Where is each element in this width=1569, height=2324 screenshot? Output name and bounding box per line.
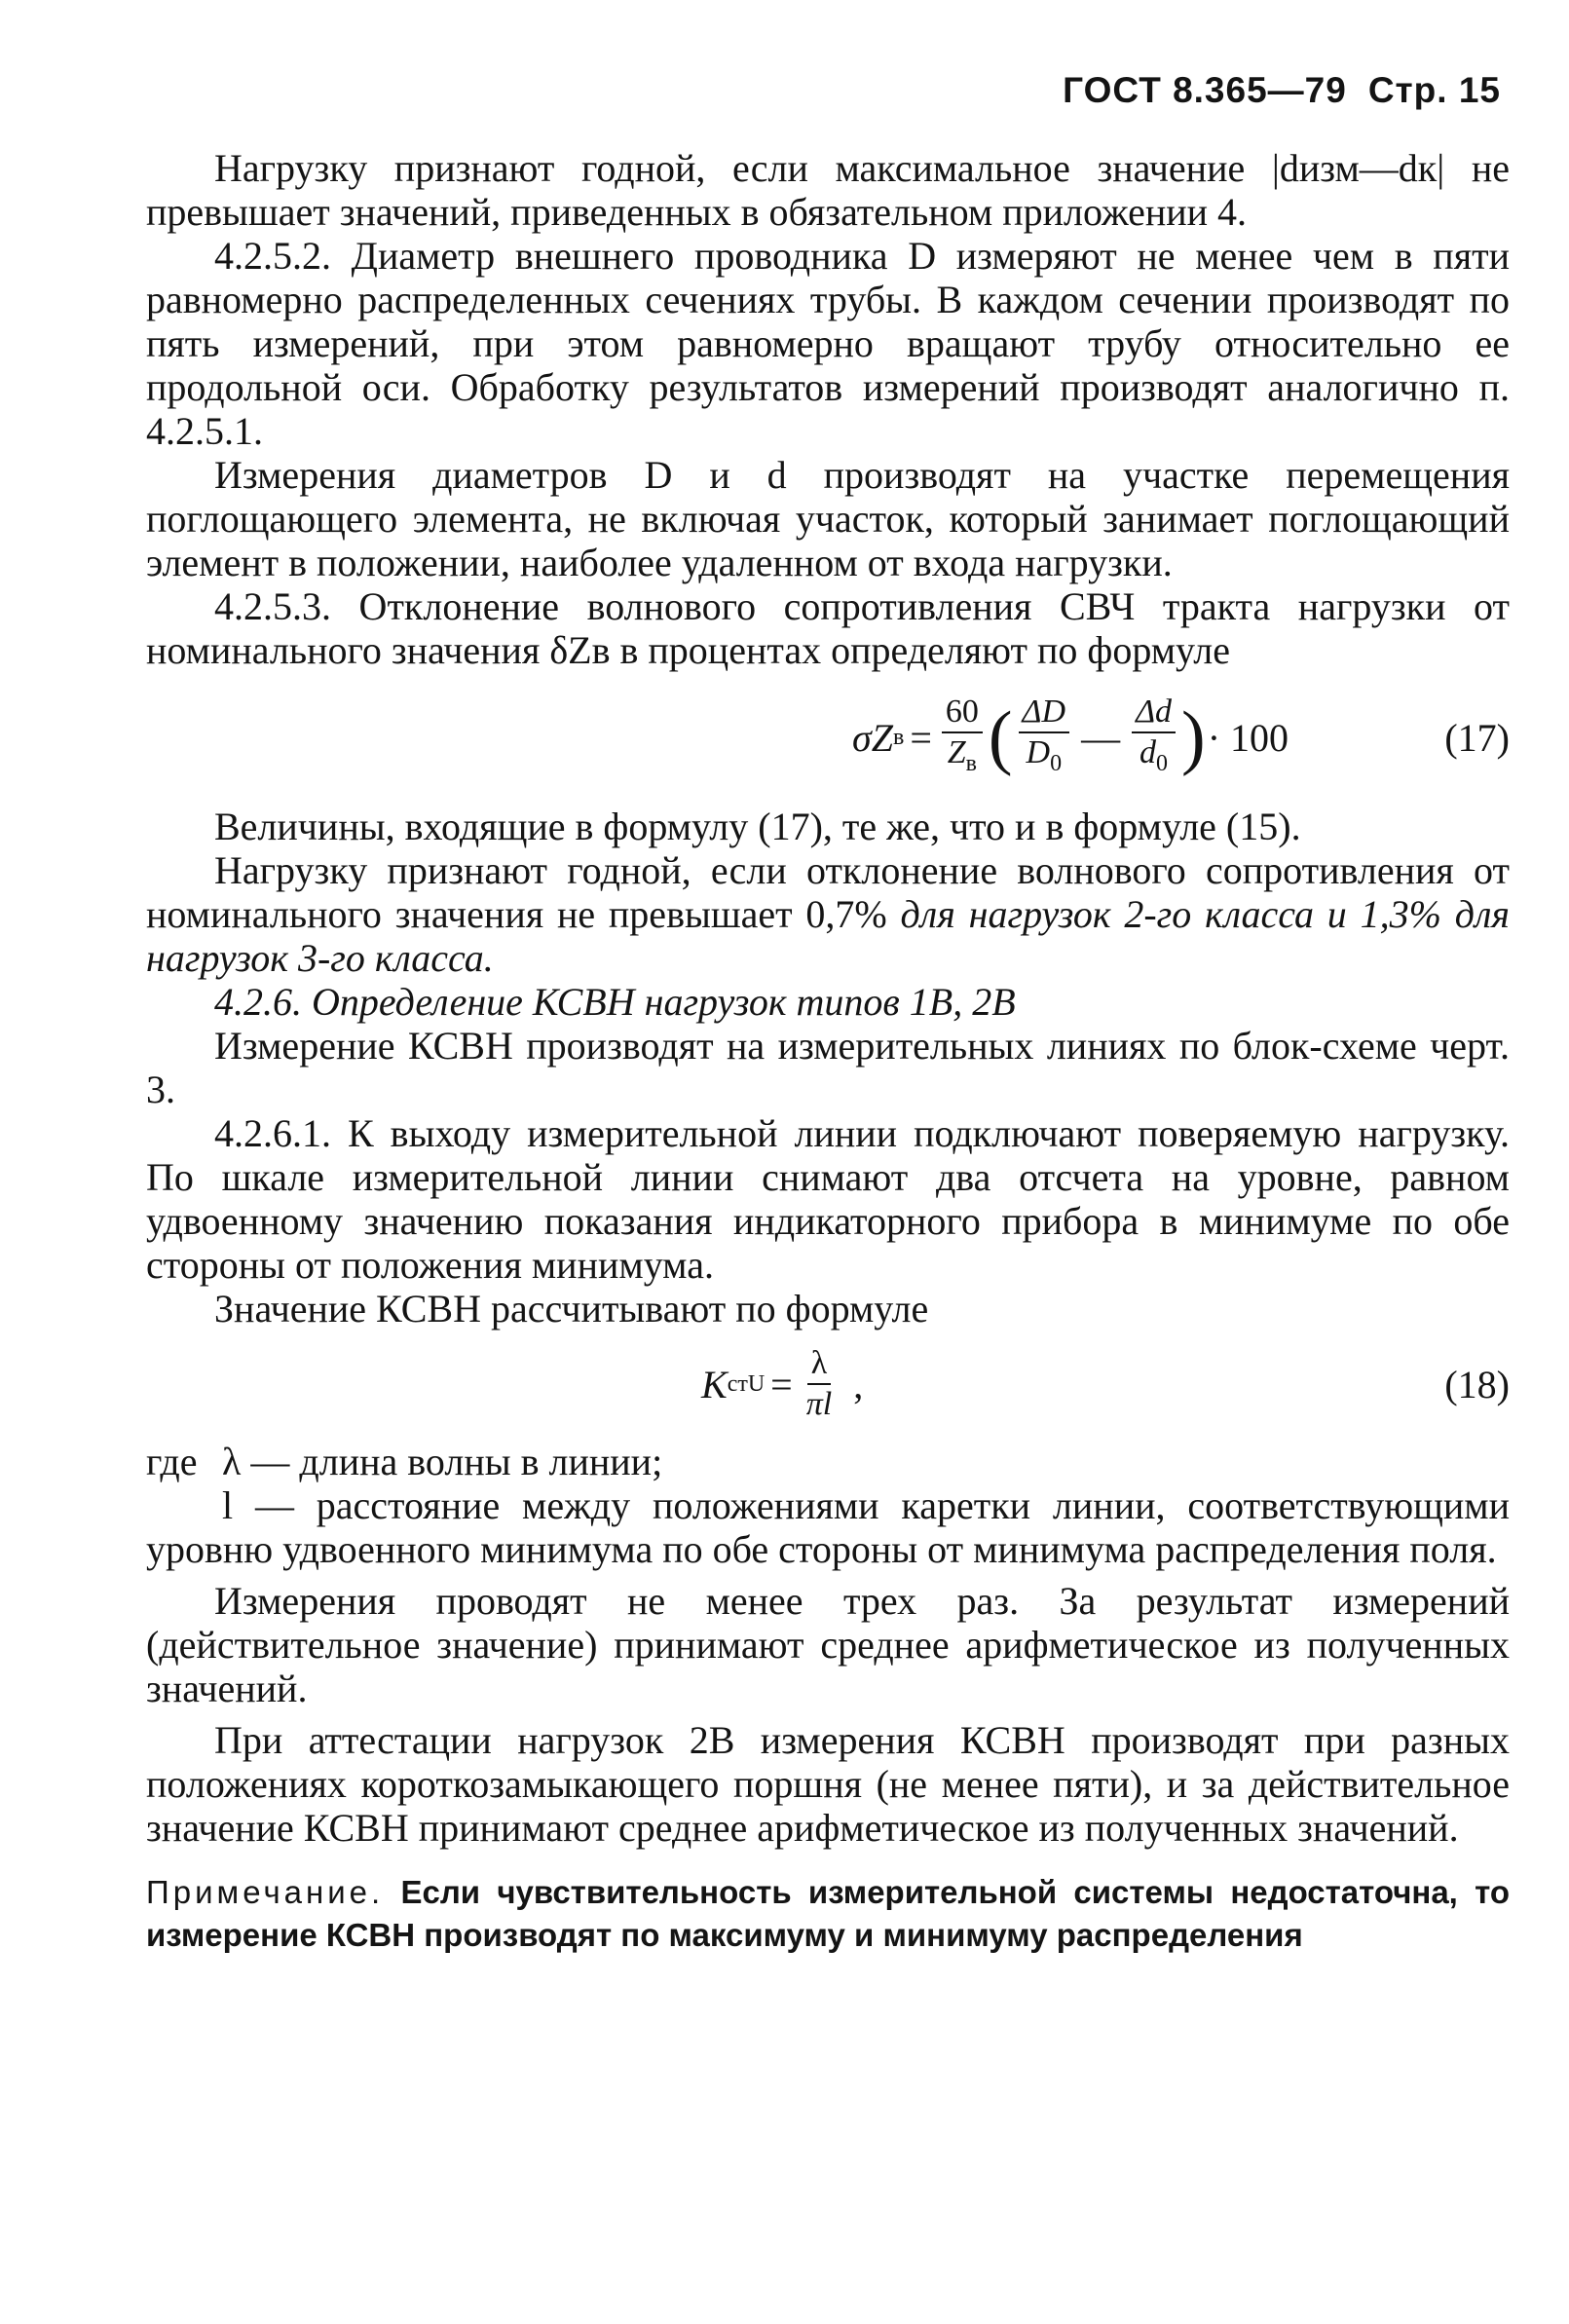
formula-18-fraction — [803, 1344, 836, 1424]
formula-17-minus: — — [1081, 715, 1121, 760]
term2-numerator: Δd — [1132, 693, 1176, 733]
paragraph: Измерения диаметров D и d производят на участке перемещения поглощающего элемента, не включая участок, который занимает поглощающий элемент в положении, наиболее удаленном от входа нагрузки. — [146, 453, 1510, 584]
formula-17-expression — [852, 684, 1289, 791]
formula-17-tail: · 100 — [1207, 715, 1289, 760]
paragraph: Измерения проводят не менее трех раз. За результат измерений (действительное значение) принимают среднее арифметическое из полученных значений. — [146, 1579, 1510, 1710]
formula-18-expression — [701, 1342, 863, 1426]
paragraph: Величины, входящие в формулу (17), те же, что и в формуле (15). — [214, 805, 1301, 848]
right-paren-icon: ) — [1181, 697, 1206, 777]
formula-18-comma: , — [853, 1362, 864, 1406]
document-body — [146, 146, 1510, 1957]
paragraph: 4.2.6.1. К выходу измерительной линии подключают поверяемую нагрузку. По шкале измерительной линии снимают два отсчета на уровне, равном удвоенному значению показания индикаторного прибора в минимуме по обе стороны от положения минимума. — [146, 1111, 1510, 1287]
formula-17-term1 — [1019, 693, 1070, 783]
paragraph: 4.2.5.3. Отклонение волнового сопротивления СВЧ тракта нагрузки от номинального значения δZв в процентах определяют по формуле — [146, 584, 1510, 672]
coef-denominator: Z — [947, 733, 966, 770]
where-lambda: λ — длина волны в линии; — [222, 1440, 663, 1483]
formula-17-term2 — [1132, 693, 1176, 783]
paragraph: При аттестации нагрузок 2В измерения КСВН производят при разных положениях короткозамыкающего поршня (не менее пяти), и за действительное значение КСВН принимают среднее арифметическое из полученных значений. — [146, 1718, 1510, 1850]
page-number: Стр. 15 — [1367, 70, 1501, 110]
paragraph — [146, 848, 1510, 980]
term1-numerator: ΔD — [1019, 693, 1070, 733]
formula-17-lhs: σZ — [852, 715, 893, 760]
formula-18-numerator: λ — [807, 1344, 832, 1385]
where-label: где — [146, 1440, 198, 1483]
paragraph-italic-part: для нагрузок 2-го класса и 1,3% для нагрузок 3-го класса. — [146, 892, 1510, 980]
page-header — [1063, 70, 1501, 111]
note-label: Примечание. — [146, 1874, 385, 1910]
formula-18-lhs: K — [701, 1362, 728, 1406]
paragraph: Измерение КСВН производят на измерительных линиях по блок-схеме черт. 3. — [146, 1024, 1510, 1111]
term1-denominator: D — [1026, 733, 1051, 770]
term2-denominator: d — [1139, 733, 1157, 770]
coef-numerator: 60 — [942, 693, 983, 733]
formula-17 — [146, 684, 1510, 791]
formula-18-denominator: πl — [805, 1386, 833, 1422]
formula-18-lhs-sub: стU — [727, 1370, 766, 1397]
paragraph: 4.2.5.2. Диаметр внешнего проводника D измеряют не менее чем в пяти равномерно распределенных сечениях трубы. В каждом сечении производят по пять измерений, при этом равномерно вращают трубу относительно ее продольной оси. Обработку результатов измерений производят аналогично п. 4.2.5.1. — [146, 234, 1510, 453]
formula-17-number: (17) — [1444, 715, 1510, 760]
formula-18 — [146, 1342, 1510, 1426]
formula-17-lhs-sub: в — [892, 724, 905, 750]
term1-denominator-sub: 0 — [1050, 750, 1063, 776]
where-block — [146, 1440, 1510, 1483]
note-text: Если чувствительность измерительной системы недостаточна, то измерение КСВН производят по максимуму и минимуму распределения — [146, 1874, 1510, 1953]
formula-18-number: (18) — [1444, 1362, 1510, 1406]
formula-18-equals: = — [770, 1362, 793, 1406]
formula-17-coefficient — [942, 693, 983, 783]
where-l: l — расстояние между положениями каретки линии, соответствующими уровню удвоенного минимума по обе стороны от минимума распределения поля. — [146, 1483, 1510, 1571]
paragraph: Нагрузку признают годной, если максимальное значение |dизм—dк| не превышает значений, приведенных в обязательном приложении 4. — [146, 146, 1510, 234]
note — [146, 1871, 1510, 1957]
coef-denominator-sub: в — [965, 750, 978, 776]
section-heading: 4.2.6. Определение КСВН нагрузок типов 1В, 2В — [214, 980, 1016, 1024]
term2-denominator-sub: 0 — [1156, 750, 1169, 776]
paragraph-normal-part: Нагрузку признают годной, если отклонение волнового сопротивления от номинального значения не превышает 0,7% — [146, 848, 1510, 936]
standard-number: ГОСТ 8.365—79 — [1063, 70, 1347, 110]
paragraph: Значение КСВН рассчитывают по формуле — [214, 1287, 929, 1331]
formula-17-equals: = — [910, 715, 932, 760]
left-paren-icon: ( — [988, 697, 1013, 777]
